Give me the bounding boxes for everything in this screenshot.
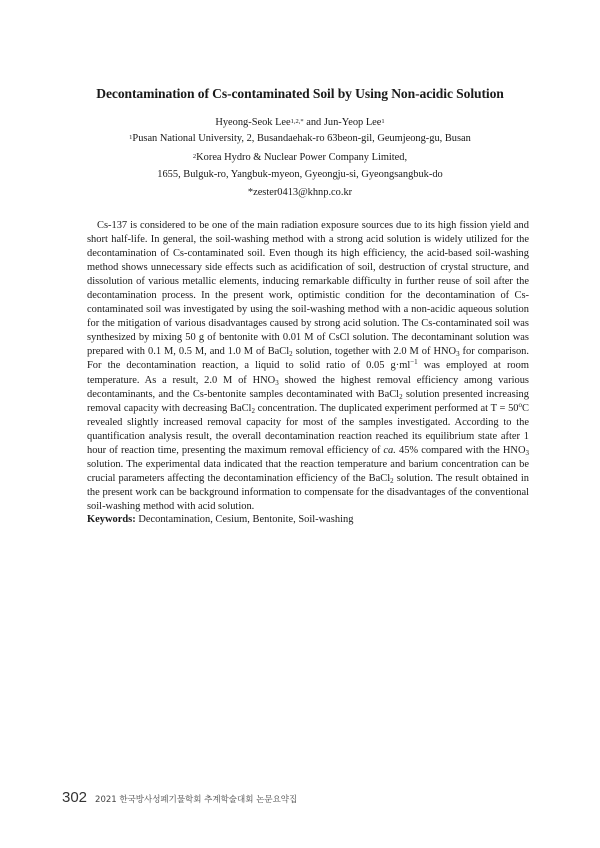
- author-joiner: and: [303, 117, 324, 128]
- affiliation-1: [0, 132, 600, 145]
- subscript: 2: [399, 392, 403, 401]
- subscript: 2: [390, 476, 394, 485]
- abstract-text: solution, together with 2.0 M of HNO: [292, 346, 457, 358]
- affiliation-text: Korea Hydro & Nuclear Power Company Limited,: [196, 152, 408, 163]
- contact-email: *zester0413@khnp.co.kr: [247, 187, 353, 198]
- abstract-text: C revealed slightly increased removal capacity for most of the samples investigated. According to the quantification analysis result, the overall decontamination reaction reached its equilibrium state after 1 hour of reaction time, presenting the maximum removal efficiency of: [87, 402, 529, 456]
- abstract-text: solution. The result obtained in the present work can be background information to compensate for the disadvantages of the conventional soil-washing method with acid solution.: [87, 472, 529, 512]
- abstract-text: was employed at room temperature. As a result, 2.0 M of HNO: [87, 360, 529, 386]
- abstract-text: Cs-137 is considered to be one of the main radiation exposure sources due to its high fission yield and short half-life. In general, the soil-washing method with a strong acid solution is widely utilized for the decontamination of Cs-contaminated soil. Even though its high efficiency, the acid-based soil-washing method shows unnecessary side effects such as acidification of soil, destruction of crystal structure, and dissolution of various metallic elements, inducing remarkable difficulty in further reuse of soil after the decontamination process. In the present work, optimistic condition for the decontamination of Cs-contaminated soil was investigated by using the soil-washing method with a non-acidic aqueous solution for the mitigation of various disadvantages caused by strong acid solution. The Cs-contaminated soil was synthesized by mixing 50 g of bentonite with 0.01 M of CsCl solution. The decontaminant solution was prepared with 0.1 M, 0.5 M, and 1.0 M of BaCl: [87, 220, 529, 358]
- author-affiliation-marks: 1: [381, 118, 385, 125]
- page-footer: [62, 789, 297, 806]
- author-line: [0, 116, 600, 129]
- subscript: 2: [289, 350, 293, 359]
- page-number: 302: [62, 789, 88, 806]
- keywords-text: Decontamination, Cesium, Bentonite, Soil-washing: [135, 514, 354, 525]
- superscript: o: [518, 400, 523, 409]
- affiliation-text: Pusan National University, 2, Busandaehak-ro 63beon-gil, Geumjeong-gu, Busan: [132, 133, 471, 144]
- corresponding-mark: *: [300, 118, 304, 125]
- paper-title: Decontamination of Cs-contaminated Soil by Using Non-acidic Solution: [96, 86, 504, 101]
- author-name: Hyeong-Seok Lee: [215, 117, 291, 128]
- affiliation-mark: 1: [129, 134, 133, 141]
- abstract-text: showed the highest removal efficiency among various decontaminants, and the Cs-bentonite samples decontaminated with BaCl: [87, 374, 529, 400]
- author-affiliation-marks: 1,2,: [290, 118, 301, 125]
- author-name: Jun-Yeop Lee: [323, 117, 382, 128]
- affiliation-2-address: 1655, Bulguk-ro, Yangbuk-myeon, Gyeongju-si, Gyeongsangbuk-do: [157, 169, 443, 180]
- keywords-label: Keywords:: [87, 514, 136, 525]
- italic-text: ca.: [383, 444, 396, 456]
- abstract-text: solution. The experimental data indicated that the reaction temperature and barium concentration can be crucial parameters affecting the decontamination efficiency of the BaCl: [87, 458, 529, 484]
- subscript: 2: [251, 406, 255, 415]
- subscript: 3: [456, 350, 460, 359]
- keywords-line: [87, 514, 353, 525]
- abstract-text: solution presented increasing removal capacity with decreasing BaCl: [87, 388, 529, 414]
- abstract-text: for comparison. For the decontamination reaction, a liquid to solid ratio of 0.05 g·ml: [87, 346, 530, 372]
- abstract-text: 45% compared with the HNO: [395, 444, 526, 456]
- superscript: −1: [410, 358, 418, 367]
- abstract-text: concentration. The duplicated experiment performed at T = 50: [254, 402, 519, 414]
- abstract-body: [87, 219, 529, 514]
- affiliation-2: [0, 151, 600, 164]
- subscript: 3: [275, 378, 279, 387]
- subscript: 3: [525, 448, 530, 457]
- journal-name: 2021 한국방사성폐기물학회 추계학술대회 논문요약집: [95, 795, 298, 805]
- affiliation-mark: 2: [192, 153, 197, 160]
